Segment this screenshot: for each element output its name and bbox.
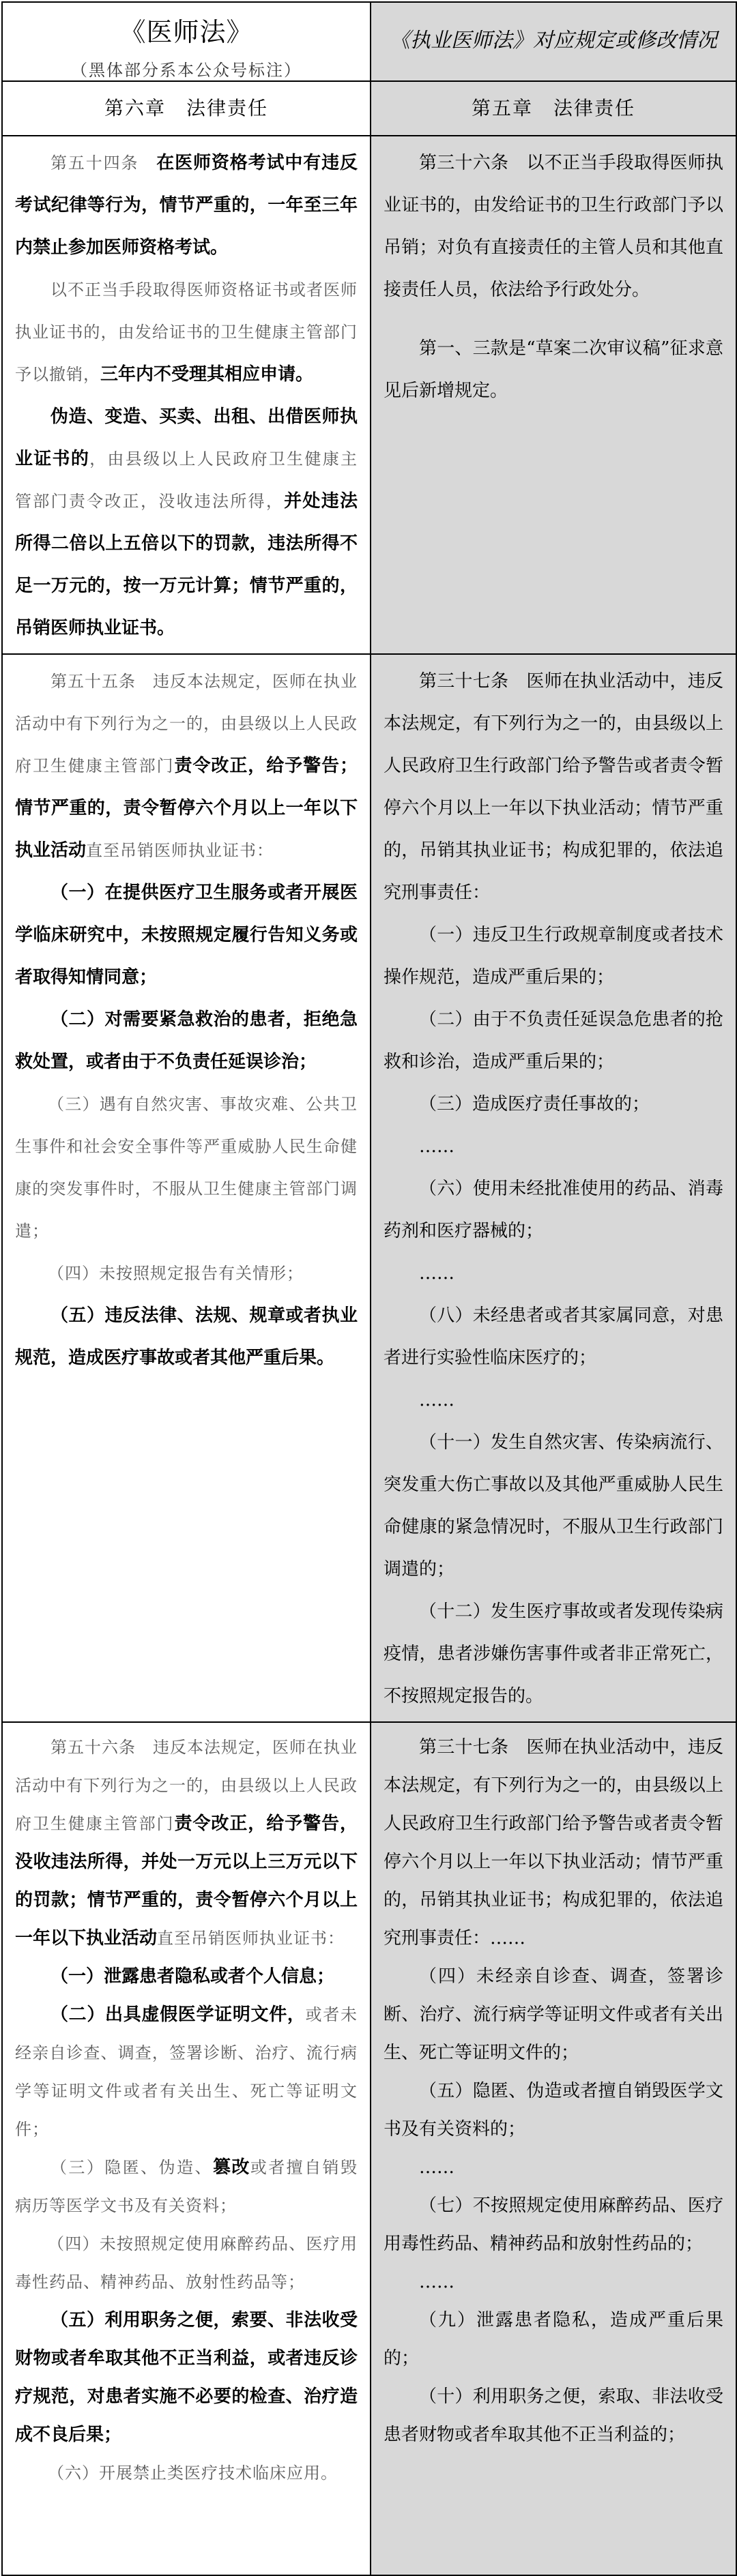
article-54-text-4: 伪造、变造、买卖、出租、出借医师执业证书的	[15, 406, 358, 469]
article-55-intro	[15, 660, 358, 872]
article-55-item-3: （三）遇有自然灾害、事故灾难、公共卫生事件和社会安全事件等严重威胁人民生命健康的突发事件时，不服从卫生健康主管部门调遣；	[15, 1095, 358, 1241]
article-56-item-4: （四）未按照规定使用麻醉药品、医疗用毒性药品、精神药品、放射性药品等；	[15, 2234, 358, 2292]
article-37-cell-b	[371, 1722, 736, 2575]
article-37b-item-4: （四）未经亲自诊查、调查，签署诊断、治疗、流行病学等证明文件或者有关出生、死亡等证明文件的；	[384, 1966, 723, 2063]
article-56-item-3-c: 或者擅自销毁病历等医学文书及有关资料；	[15, 2158, 358, 2215]
article-56-item-6: （六）开展禁止类医疗技术临床应用。	[48, 2463, 338, 2483]
chapter-right: 第五章 法律责任	[371, 81, 736, 136]
article-37a-ellipsis-3: ……	[419, 1390, 454, 1410]
article-37a-item-1: （一）违反卫生行政规章制度或者技术操作规范，造成严重后果的；	[384, 925, 723, 988]
chapter-left: 第六章 法律责任	[2, 81, 371, 136]
comparison-table	[1, 1, 737, 2576]
header-row	[2, 2, 736, 81]
article-56-item-1: （一）泄露患者隐私或者个人信息；	[50, 1966, 335, 1987]
article-54-number: 第五十四条	[50, 153, 157, 173]
article-55-item-1: （一）在提供医疗卫生服务或者开展医学临床研究中，未按照规定履行告知义务或者取得知情同意；	[15, 883, 358, 988]
article-37a-item-2: （二）由于不负责任延误急危患者的抢救和诊治，造成严重后果的；	[384, 1009, 723, 1072]
article-37a-item-12: （十二）发生医疗事故或者发现传染病疫情，患者涉嫌伤害事件或者非正常死亡，不按照规定报告的。	[384, 1601, 723, 1706]
article-37a-item-8: （八）未经患者或者其家属同意，对患者进行实验性临床医疗的；	[384, 1305, 723, 1368]
article-36-cell	[371, 136, 736, 654]
article-37a-ellipsis-2: ……	[419, 1263, 454, 1284]
article-37a-intro: 第三十七条 医师在执业活动中，违反本法规定，有下列行为之一的，由县级以上人民政府卫生行政部门给予警告或者责令暂停六个月以上一年以下执业活动；情节严重的，吊销其执业证书；构成犯罪的，依法追究刑事责任：	[384, 671, 723, 903]
article-56-intro-a: 第五十六条 违反本法规定，医师在执业活动中有下列行为之一的，由县级以上人民政府卫生健康主管部门	[15, 1738, 358, 1833]
article-55-cell	[2, 654, 371, 1722]
article-row-56	[2, 1722, 736, 2575]
article-55-item-5: （五）违反法律、法规、规章或者执业规范，造成医疗事故或者其他严重后果。	[15, 1305, 358, 1368]
article-37b-item-5: （五）隐匿、伪造或者擅自销毁医学文书及有关资料的；	[384, 2081, 723, 2140]
article-56-item-2-b: 或者未经亲自诊查、调查，签署诊断、治疗、流行病学等证明文件或者有关出生、死亡等证明文件；	[15, 2005, 358, 2139]
article-54-text-3: 三年内不受理其相应申请。	[100, 364, 314, 385]
article-54-para-3	[15, 396, 358, 649]
article-56-item-3-b: 篡改	[212, 2157, 250, 2178]
article-56-item-2	[15, 1996, 358, 2148]
article-37b-item-10: （十）利用职务之便，索取、非法收受患者财物或者牟取其他不正当利益的；	[384, 2386, 723, 2445]
article-55-item-2: （二）对需要紧急救治的患者，拒绝急救处置，或者由于不负责任延误诊治；	[15, 1009, 358, 1072]
article-37a-item-6: （六）使用未经批准使用的药品、消毒药剂和医疗器械的；	[384, 1179, 723, 1241]
header-left-cell	[2, 2, 371, 81]
left-column-note: （黑体部分系本公众号标注）	[71, 61, 302, 80]
article-54-text-2: 以不正当手段取得医师资格证书或者医师执业证书的，由发给证书的卫生健康主管部门予以撤销，	[15, 280, 358, 384]
article-36-note: 第一、三款是“草案二次审议稿”征求意见后新增规定。	[384, 338, 723, 401]
article-54-para-2	[15, 269, 358, 396]
article-56-item-5: （五）利用职务之便，索要、非法收受财物或者牟取其他不正当利益，或者违反诊疗规范，对患者实施不必要的检查、治疗造成不良后果；	[15, 2310, 358, 2445]
article-37a-ellipsis-1: ……	[419, 1136, 454, 1157]
article-54-para-1	[15, 142, 358, 269]
article-37-cell-a	[371, 654, 736, 1722]
article-56-item-3	[15, 2148, 358, 2225]
article-54-cell	[2, 136, 371, 654]
article-row-55	[2, 654, 736, 1722]
article-37b-item-9: （九）泄露患者隐私，造成严重后果的；	[384, 2310, 723, 2369]
article-37b-intro: 第三十七条 医师在执业活动中，违反本法规定，有下列行为之一的，由县级以上人民政府卫生行政部门给予警告或者责令暂停六个月以上一年以下执业活动；情节严重的，吊销其执业证书；构成犯罪的，依法追究刑事责任：……	[384, 1737, 723, 1949]
article-55-item-4: （四）未按照规定报告有关情形；	[48, 1264, 304, 1283]
article-54-text-5: ，由县级以上人民政府卫生健康主管部门责令改正，没收违法所得，	[15, 449, 358, 511]
left-column-title: 《医师法》	[119, 17, 253, 47]
article-54-text-6: 并处违法所得二倍以上五倍以下的罚款，违法所得不足一万元的，按一万元计算；情节严重的，吊销医师执业证书。	[15, 491, 358, 638]
article-37b-ellipsis-2: ……	[419, 2272, 454, 2292]
article-56-intro-b: 责令改正，给予警告，没收违法所得，并处一万元以上三万元以下的罚款；情节严重的，责令暂停六个月以上一年以下执业活动	[15, 1813, 358, 1949]
article-56-cell	[2, 1722, 371, 2575]
article-37a-item-3: （三）造成医疗责任事故的；	[419, 1094, 650, 1114]
article-37b-ellipsis-1: ……	[419, 2157, 454, 2178]
article-56-item-3-a: （三）隐匿、伪造、	[50, 2158, 213, 2177]
article-37a-item-11: （十一）发生自然灾害、传染病流行、突发重大伤亡事故以及其他严重威胁人民生命健康的紧急情况时，不服从卫生行政部门调遣的；	[384, 1432, 723, 1580]
right-column-title: 《执业医师法》对应规定或修改情况	[390, 29, 717, 53]
article-56-intro-c: 直至吊销医师执业证书：	[157, 1929, 345, 1948]
article-55-intro-a: 第五十五条 违反本法规定，医师在执业活动中有下列行为之一的，由县级以上人民政府卫生健康主管部门	[15, 672, 358, 775]
header-right-cell	[371, 2, 736, 81]
chapter-row	[2, 81, 736, 136]
article-56-item-2-a: （二）出具虚假医学证明文件，	[50, 2004, 306, 2025]
article-54-text-1: 在医师资格考试中有违反考试纪律等行为，情节严重的，一年至三年内禁止参加医师资格考试。	[15, 153, 358, 258]
article-row-54	[2, 136, 736, 654]
article-37b-item-7: （七）不按照规定使用麻醉药品、医疗用毒性药品、精神药品和放射性药品的；	[384, 2195, 723, 2254]
article-55-intro-c: 直至吊销医师执业证书：	[86, 841, 274, 860]
article-36-text: 第三十六条 以不正当手段取得医师执业证书的，由发给证书的卫生行政部门予以吊销；对负有直接责任的主管人员和其他直接责任人员，依法给予行政处分。	[384, 153, 723, 300]
article-56-intro	[15, 1728, 358, 1957]
article-55-intro-b: 责令改正，给予警告；情节严重的，责令暂停六个月以上一年以下执业活动	[15, 756, 358, 861]
